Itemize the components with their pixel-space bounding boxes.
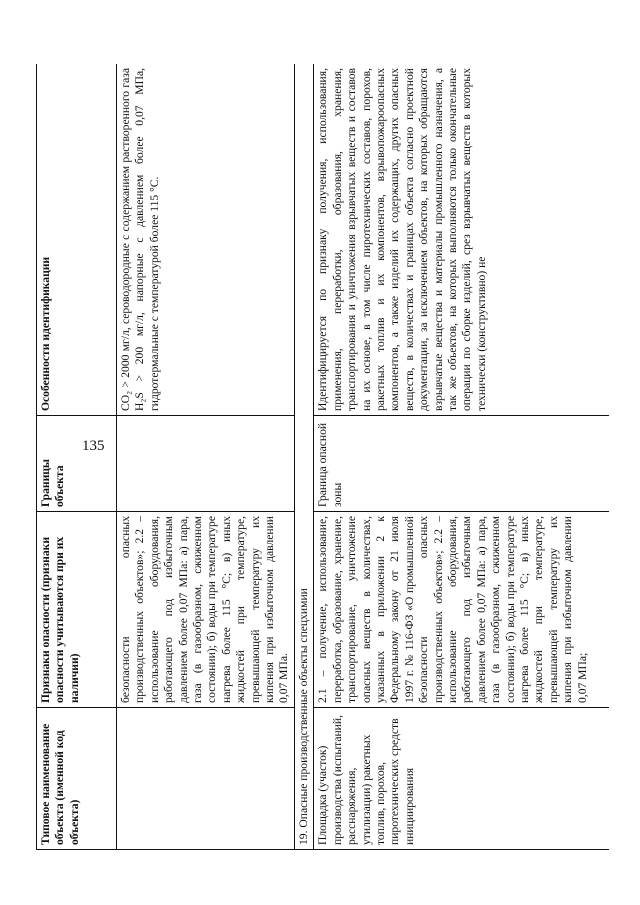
header-object-boundaries: Границы объекта [37, 416, 117, 512]
cell-object-boundaries: Граница опасной зоны [314, 416, 609, 512]
page-number: 135 [82, 438, 105, 454]
cell-object-type: Площадка (участок) производства (испытаний, расснаряжения, утилизации) ракетных топлив, порохов, пиротехнических средств инициирования [314, 708, 609, 850]
cell-object-boundaries [117, 416, 295, 512]
cell-danger-signs: безопасности опасных производственных объектов»; 2.2 – использование оборудования, работающего под избыточным давлением более 0,07 МПа: а) пара, газа (в газообразном, сжиженном состоянии); б) воды при температуре нагрева более 115 °С; в) иных жидкостей при температуре, превышающей температуру их кипения при избыточном давлении 0,07 МПа. [117, 512, 295, 708]
header-danger-signs: Признаки опасности (признаки опасности учитываются при их наличии) [37, 512, 117, 708]
table-row [314, 64, 609, 850]
table-row-continuation [117, 64, 295, 850]
header-object-type: Типовое наименование объекта (именной код объекта) [37, 708, 117, 850]
header-identification-features: Особенности идентификации [37, 64, 117, 416]
section-row [294, 64, 313, 850]
cell-identification-features: СО₂ > 2000 мг/л, сероводородные с содержанием растворенного газа H₂S > 200 мг/л, напорные с давлением более 0,07 МПа, гидротермальные с температурой более 115 °С. [117, 64, 295, 416]
cell-danger-signs: 2.1 – получение, использование, переработка, образование, хранение, транспортирование, уничтожение опасных веществ в количествах, указанных в приложении 2 к Федеральному закону от 21 июля 1997 г. № 116-ФЗ «О промышленной безопасности опасных производственных объектов»; 2.2 – использование оборудования, работающего под избыточным давлением более 0,07 МПа: а) пара, газа (в газообразном, сжиженном состоянии); б) воды при температуре нагрева более 115 °С; в) иных жидкостей при температуре, превышающей температуру их кипения при избыточном давлении 0,07 МПа; [314, 512, 609, 708]
identification-table [36, 64, 609, 850]
cell-object-type [117, 708, 295, 850]
section-title: 19. Опасные производственные объекты спецхимии [294, 64, 313, 850]
rotated-table-frame [36, 64, 609, 850]
cell-identification-features: Идентифицируется по признаку получения, использования, применения, переработки, образования, хранения, транспортирования и уничтожения взрывчатых веществ и составов на их основе, в том числе пиротехнических составов, порохов, ракетных топлив и их компонентов, взрывопожароопасных компонентов, а также изделий их содержащих, других опасных веществ, в количествах и границах объекта согласно проектной документации, за исключением объектов, на которых обращаются взрывчатые вещества и материалы промышленного назначения, а так же объектов, на которых выполняются только окончательные операции по сборке изделий, срез взрывчатых веществ в которых технически (конструктивно) не [314, 64, 609, 416]
table-header-row [37, 64, 117, 850]
